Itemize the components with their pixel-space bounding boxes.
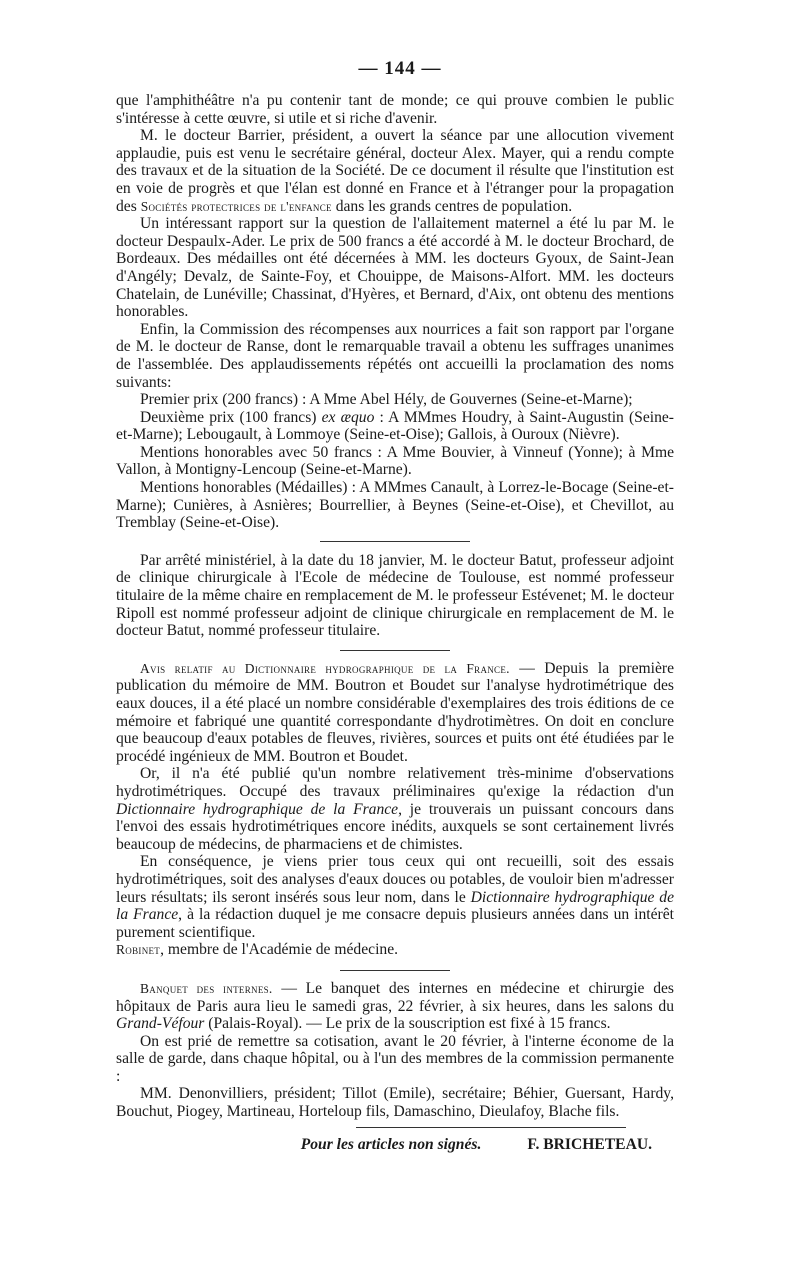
paragraph <box>116 980 674 1033</box>
italic-text: Grand-Véfour <box>116 1015 205 1033</box>
text-run: (Palais-Royal). — Le prix de la souscription est fixé à 15 francs. <box>204 1015 611 1033</box>
text-run: dans les grands centres de population. <box>331 197 573 215</box>
divider <box>340 970 450 971</box>
text-column <box>116 92 674 1153</box>
page-number: — 144 — <box>358 58 442 79</box>
paragraph <box>116 127 674 215</box>
divider <box>356 1127 626 1128</box>
paragraph: Par arrêté ministériel, à la date du 18 janvier, M. le docteur Batut, professeur adjoint de clinique chirurgicale à l'Ecole de médecine de Toulouse, est nommé professeur titulaire de la même chaire en remplacement de M. le professeur Estévenet; M. le docteur Ripoll est nommé professeur adjoint de clinique chirurgicale en remplacement de M. le docteur Batut, nommé professeur titulaire. <box>116 551 674 640</box>
paragraph: Premier prix (200 francs) : A Mme Abel Hély, de Gouvernes (Seine-et-Marne); <box>140 391 633 409</box>
signature-line <box>116 941 674 959</box>
paragraph <box>116 409 674 444</box>
text-run: , membre de l'Académie de médecine. <box>160 941 399 959</box>
paragraph: Mentions honorables avec 50 francs : A Mme Bouvier, à Vinneuf (Yonne); à Mme Vallon, à Montigny-Lencoup (Seine-et-Marne). <box>116 443 674 479</box>
text-run: En conséquence, je viens prier tous ceux qui ont recueilli, soit des essais hydrotimétriques, soit des analyses d'eaux douces ou potables, de vouloir bien m'adresser leurs résultats; ils seront insérés sous leur nom, dans le <box>116 853 674 906</box>
italic-text: ex æquo <box>321 408 375 426</box>
divider <box>320 541 470 542</box>
small-caps-text: Banquet des internes. <box>140 980 273 996</box>
text-run: , à la rédaction duquel je me consacre depuis plusieurs années dans un intérêt purement scientifique. <box>116 906 674 941</box>
text-run: M. le docteur Barrier, président, a ouvert la séance par une allocution vivement applaudie, puis est venu le secrétaire général, docteur Alex. Mayer, qui a rendu compte des travaux et de la situation de la Société. De ce document il résulte que l'institution est en voie de progrès et que l'élan est donné en France et à l'étranger pour la propagation des <box>116 127 674 215</box>
text-run: : A MMmes Houdry, à Saint-Augustin (Seine-et-Marne); Lebougault, à Lommoye (Seine-et-Oise); Gallois, à Ouroux (Nièvre). <box>116 408 674 444</box>
paragraph: Enfin, la Commission des récompenses aux nourrices a fait son rapport par l'organe de M. le docteur de Ranse, dont le remarquable travail a obtenu les suffrages unanimes de l'assemblée. Des applaudissements répétés ont accueilli la proclamation des noms suivants: <box>116 320 674 391</box>
paragraph: que l'amphithéâtre n'a pu contenir tant de monde; ce qui prouve combien le public s'intéresse à cette œuvre, si utile et si riche d'avenir. <box>116 92 674 127</box>
text-run: — Le banquet des internes en médecine et chirurgie des hôpitaux de Paris aura lieu le samedi gras, 22 février, à six heures, dans les salons du <box>116 979 674 1015</box>
small-caps-text: Sociétés protectrices de l'enfance <box>140 198 332 214</box>
footer-line <box>116 1136 674 1154</box>
italic-text: Dictionnaire hydrographique de la France <box>116 800 399 818</box>
paragraph: Mentions honorables (Médailles) : A MMmes Canault, à Lorrez-le-Bocage (Seine-et-Marne); Cunières, à Asnières; Bourrellier, à Beynes (Seine-et-Oise), et Chevillot, au Tremblay (Seine-et-Oise). <box>116 479 674 532</box>
paragraph <box>116 660 674 766</box>
paragraph <box>116 853 674 941</box>
paragraph: MM. Denonvilliers, président; Tillot (Emile), secrétaire; Béhier, Guersant, Hardy, Bouchut, Piogey, Martineau, Horteloup fils, Damaschino, Dieulafoy, Blache fils. <box>116 1085 674 1121</box>
text-run: Or, il n'a été publié qu'un nombre relativement très-minime d'observations hydrotimétriques. Occupé des travaux préliminaires qu'exige la rédaction d'un <box>116 765 674 800</box>
divider <box>340 650 450 651</box>
footer-note: Pour les articles non signés. <box>300 1135 482 1153</box>
paragraph: On est prié de remettre sa cotisation, avant le 20 février, à l'interne économe de la salle de garde, dans chaque hôpital, ou à l'un des membres de la commission permanente : <box>116 1032 674 1085</box>
signature-name: Robinet <box>116 942 161 958</box>
text-run: , je trouverais un puissant concours dans l'envoi des essais hydrotimétriques encore inédits, auxquels se sont certainement livrés beaucoup de médecins, de pharmaciens et de chimistes. <box>116 800 674 853</box>
italic-text: Dictionnaire hydrographique de la France <box>116 888 675 924</box>
text-run: Deuxième prix (100 francs) <box>140 408 322 426</box>
footer-signature: F. BRICHETEAU. <box>527 1135 652 1153</box>
text-run: — Depuis la première publication du mémoire de MM. Boutron et Boudet sur l'analyse hydrotimétrique des eaux douces, il a été placé un nombre considérable d'exemplaires des trois éditions de ce mémoire et fabriqué une quantité correspondante d'hydrotimètres. On doit en conclure que beaucoup d'eaux potables de fleuves, rivières, sources et puits ont été étudiées par le procédé ingénieux de MM. Boutron et Boudet. <box>116 659 674 765</box>
paragraph: Un intéressant rapport sur la question de l'allaitement maternel a été lu par M. le docteur Despaulx-Ader. Le prix de 500 francs a été accordé à M. le docteur Brochard, de Bordeaux. Des médailles ont été décernées à MM. les docteurs Gyoux, de Saint-Jean d'Angély; Devalz, de Sainte-Foy, et Chouippe, de Maisons-Alfort. MM. les docteurs Chatelain, de Lunéville; Chassinat, d'Hyères, et Bernard, d'Aix, ont obtenu des mentions honorables. <box>116 215 674 321</box>
small-caps-text: Avis relatif au Dictionnaire hydrographique de la France. <box>140 660 510 676</box>
paragraph <box>116 765 674 853</box>
